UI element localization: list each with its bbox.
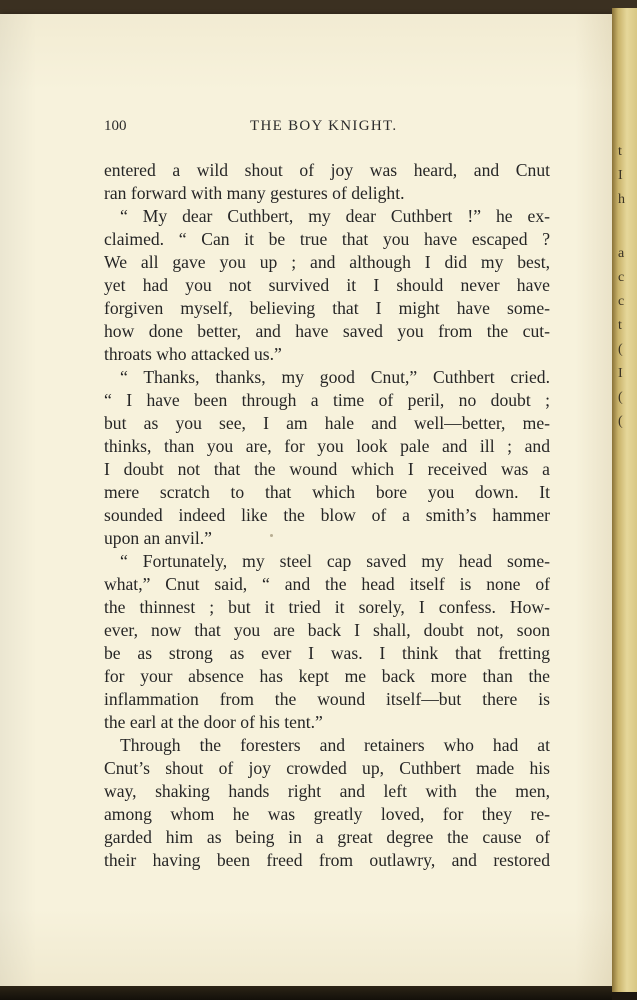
- text-line: We all gave you up ; and although I did my best,: [104, 252, 550, 272]
- text-line: their having been freed from outlawry, and restored: [104, 850, 550, 870]
- page-number: 100: [104, 118, 127, 134]
- text-line: for your absence has kept me back more than the: [104, 666, 550, 686]
- book-bottom-edge: [0, 986, 612, 1000]
- text-line: “ Thanks, thanks, my good Cnut,” Cuthbert cried.: [120, 367, 550, 387]
- edge-glyph: h: [618, 192, 625, 207]
- text-line: yet had you not survived it I should never have: [104, 275, 550, 295]
- text-line: what,” Cnut said, “ and the head itself is none of: [104, 574, 550, 594]
- text-line: “ Fortunately, my steel cap saved my head some-: [120, 551, 550, 571]
- edge-glyph: (: [618, 414, 623, 429]
- text-line: garded him as being in a great degree the cause of: [104, 827, 550, 847]
- text-line: the earl at the door of his tent.”: [104, 712, 323, 732]
- text-line: forgiven myself, believing that I might have some-: [104, 298, 550, 318]
- text-line: I doubt not that the wound which I received was a: [104, 459, 550, 479]
- page-header: [104, 118, 550, 140]
- text-line: “ My dear Cuthbert, my dear Cuthbert !” he ex-: [120, 206, 550, 226]
- edge-glyph: (: [618, 390, 623, 405]
- next-page-edge: [612, 8, 637, 992]
- text-line: upon an anvil.”: [104, 528, 212, 548]
- text-line: Through the foresters and retainers who had at: [120, 735, 550, 755]
- body-text: [104, 159, 550, 872]
- text-line: entered a wild shout of joy was heard, and Cnut: [104, 160, 550, 180]
- text-line: sounded indeed like the blow of a smith’s hammer: [104, 505, 550, 525]
- text-line: Cnut’s shout of joy crowded up, Cuthbert made his: [104, 758, 550, 778]
- text-line: be as strong as ever I was. I think that fretting: [104, 643, 550, 663]
- edge-glyph: (: [618, 342, 623, 357]
- text-line: claimed. “ Can it be true that you have escaped ?: [104, 229, 550, 249]
- text-line: how done better, and have saved you from the cut-: [104, 321, 550, 341]
- edge-glyph: t: [618, 318, 622, 333]
- text-line: ever, now that you are back I shall, doubt not, soon: [104, 620, 550, 640]
- edge-glyph: a: [618, 246, 625, 261]
- text-line: among whom he was greatly loved, for they re-: [104, 804, 550, 824]
- book-page: [0, 14, 612, 986]
- edge-glyph: c: [618, 294, 625, 309]
- text-line: but as you see, I am hale and well—better, me-: [104, 413, 550, 433]
- text-line: mere scratch to that which bore you down. It: [104, 482, 550, 502]
- edge-glyph: c: [618, 270, 625, 285]
- edge-glyph: t: [618, 144, 622, 159]
- text-line: ran forward with many gestures of delight.: [104, 183, 405, 203]
- text-line: way, shaking hands right and left with the men,: [104, 781, 550, 801]
- text-line: the thinnest ; but it tried it sorely, I confess. How-: [104, 597, 550, 617]
- edge-glyph: I: [618, 168, 623, 183]
- text-line: “ I have been through a time of peril, no doubt ;: [104, 390, 550, 410]
- text-line: inflammation from the wound itself—but there is: [104, 689, 550, 709]
- paper-speck: [270, 534, 273, 537]
- text-line: throats who attacked us.”: [104, 344, 282, 364]
- running-title: THE BOY KNIGHT.: [250, 118, 398, 134]
- edge-glyph: I: [618, 366, 623, 381]
- text-line: thinks, than you are, for you look pale and ill ; and: [104, 436, 550, 456]
